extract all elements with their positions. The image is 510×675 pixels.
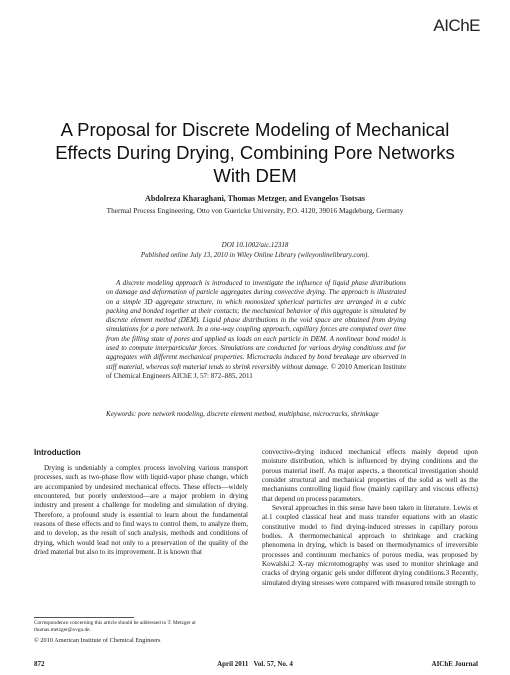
journal-name: AIChE Journal <box>431 660 478 668</box>
article-title: A Proposal for Discrete Modeling of Mechanical Effects During Drying, Combining Pore Networks With DEM <box>55 119 455 186</box>
affiliation: Thermal Process Engineering, Otto von Guericke University, P.O. 4120, 39016 Magdeburg, Germany <box>106 206 404 215</box>
page-number: 872 <box>34 660 45 668</box>
abstract <box>106 279 406 381</box>
publication-info: Published online July 13, 2010 in Wiley Online Library (wileyonlinelibrary.com). <box>140 251 370 259</box>
intro-paragraph: Drying is undeniably a complex process involving various transport processes, such as two-phase flow with liquid-vapor phase change, which are accompanied by undesired mechanical effects. These effects—widely encountered, but poorly understood—are a major problem in drying industry and present a challenge for modeling and simulation of drying. Therefore, a profound study is essential to learn about the fundamental reasons of these effects and to find ways to control them, to analyze them, and to develop, as the result of such analysis, methods and conditions of drying, which would lead not only to a preservation of the quality of the dried material but also to its improvement. It is known that <box>34 464 248 557</box>
copyright-footnote: © 2010 American Institute of Chemical Engineers <box>34 637 161 644</box>
issue-info: April 2011 Vol. 57, No. 4 <box>217 660 293 668</box>
journal-logo: AIChE <box>433 16 480 35</box>
abstract-copyright: © 2010 American Institute of Chemical Engineers AIChE J, 57: 872–885, 2011 <box>106 362 406 380</box>
right-paragraph-continued: convective-drying induced mechanical effects mainly depend upon moisture distribution, which is influenced by drying conditions and the porous material itself. As major aspects, a theoretical investigation should consider structural and mechanical properties of the solid as well as the mechanisms controlling liquid flow (mainly capillary and viscous effects) that depend on process parameters. <box>262 448 478 503</box>
author-list: Abdolreza Kharaghani, Thomas Metzger, and Evangelos Tsotsas <box>145 194 365 203</box>
correspondence-footnote: Correspondence concerning this article should be addressed to T. Metzger at thomas.metzger@ovgu.de. <box>34 620 196 633</box>
right-paragraph-approaches: Several approaches in this sense have been taken in literature. Lewis et al.1 coupled classical heat and mass transfer equations with an elastic constitutive model to find drying-induced stresses in capillary porous bodies. A thermomechanical approach to shrinkage and cracking phenomena in drying, which is based on thermodynamics of irreversible processes and continuum mechanics of porous media, was proposed by Kowalski.2 X-ray microtomography was used to monitor shrinkage and cracks of drying organic gels under different drying conditions.3 Recently, simulated drying stresses were compared with measured tensile strength to <box>262 504 478 587</box>
left-column <box>34 448 248 557</box>
doi-line: DOI 10.1002/aic.12318 <box>221 241 289 249</box>
section-heading-introduction: Introduction <box>34 448 81 457</box>
footnote-divider <box>34 617 134 618</box>
abstract-text: A discrete modeling approach is introduced to investigate the influence of liquid phase distributions on damage and deformation of particle aggregates during convective drying. The approach is illustrated on a simple 3D aggregate structure, in which monosized spherical particles are arranged in a cubic packing and bonded together at their contacts; the mechanical behavior of this aggregate is simulated by discrete element method (DEM). Liquid phase distributions in the void space are obtained from drying simulations for a pore network. In a one-way coupling approach, capillary forces are computed over time from the filling state of pores and applied as loads on each particle in DEM. A nonlinear bond model is used to compute interparticular forces. Simulations are conducted for various drying conditions and for aggregates with different mechanical properties. Microcracks induced by bond breakage are observed in stiff material, whereas soft material tends to shrink reversibly without damage. <box>106 279 406 371</box>
keywords: Keywords: pore network modeling, discrete element method, multiphase, microcracks, shrinkage <box>106 410 379 418</box>
right-column <box>262 448 478 588</box>
